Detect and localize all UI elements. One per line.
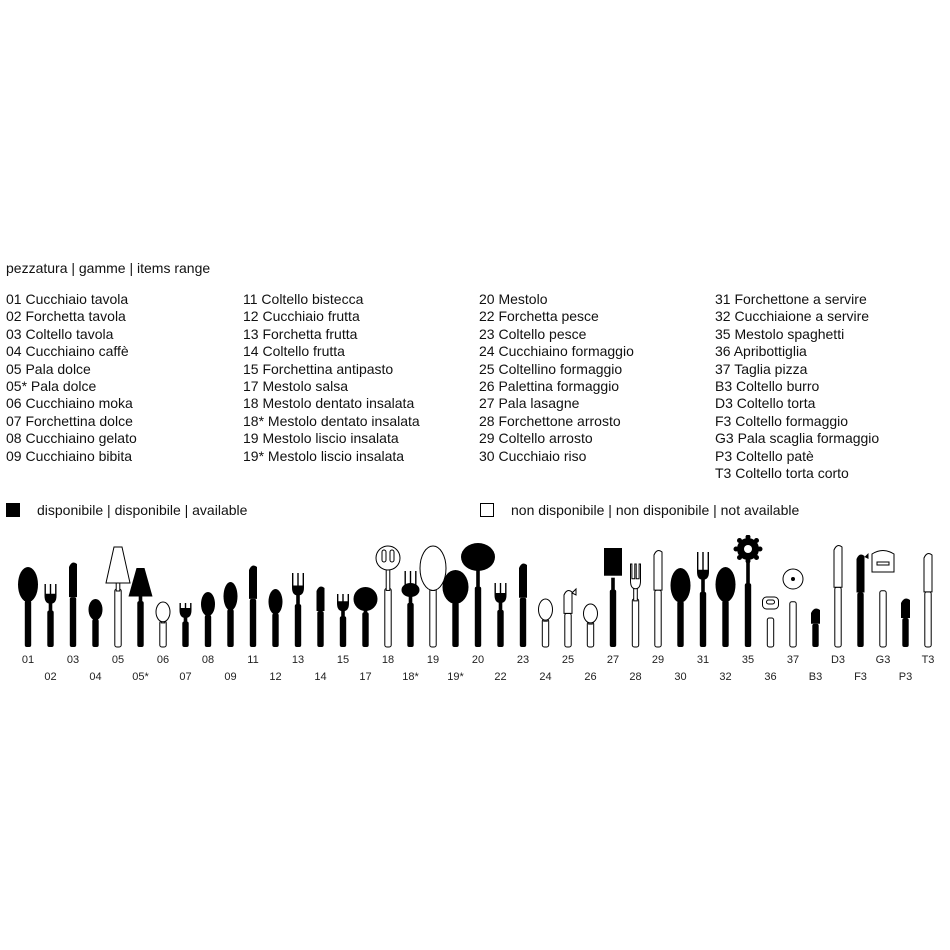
item-code-label: 32 xyxy=(719,671,732,683)
cutlery-item-18 xyxy=(376,546,400,666)
item-entry: 25 Coltellino formaggio xyxy=(479,360,623,377)
cutlery-item-D3 xyxy=(831,546,845,666)
item-entry: 11 Coltello bistecca xyxy=(243,291,364,307)
item-code-label: 23 xyxy=(516,654,530,666)
cutlery-item-11 xyxy=(247,566,258,666)
items-column-2 xyxy=(243,291,420,465)
item-entry: 35 Mestolo spaghetti xyxy=(715,325,845,342)
item-entry: 24 Cucchiaino formaggio xyxy=(479,343,634,360)
cutlery-item-35 xyxy=(734,535,763,666)
item-code-label: 18 xyxy=(381,654,395,666)
cutlery-item-05-star xyxy=(129,568,153,683)
cutlery-item-P3 xyxy=(899,599,912,683)
item-entry: 26 Palettina formaggio xyxy=(479,378,620,395)
item-code-label: 20 xyxy=(471,654,485,666)
item-entry: 09 Cucchiaino bibita xyxy=(6,447,133,464)
item-code-label: 03 xyxy=(66,654,80,666)
legend-available-label: disponibile | disponibile | available xyxy=(37,502,248,518)
cutlery-item-07 xyxy=(179,603,191,683)
cutlery-item-F3 xyxy=(854,553,868,683)
cutlery-item-30 xyxy=(671,568,691,683)
item-code-label: 15 xyxy=(336,654,350,666)
cutlery-item-09 xyxy=(224,582,238,683)
item-code-label: 22 xyxy=(494,671,507,683)
item-entry: 29 Coltello arrosto xyxy=(479,430,593,447)
item-code-label: F3 xyxy=(854,671,867,683)
cutlery-item-29 xyxy=(652,551,664,666)
items-column-4 xyxy=(715,291,879,482)
cutlery-item-37 xyxy=(783,569,803,666)
item-entry: 19* Mestolo liscio insalata xyxy=(243,447,405,464)
item-entry: 23 Coltello pesce xyxy=(479,325,587,342)
item-code-label: G3 xyxy=(875,654,891,666)
cutlery-item-31 xyxy=(697,552,709,666)
cutlery-item-17 xyxy=(354,587,378,683)
item-code-label: 35 xyxy=(741,654,755,666)
item-code-label: 26 xyxy=(584,671,597,683)
item-code-label: 19* xyxy=(447,671,464,683)
cutlery-item-24 xyxy=(539,599,553,683)
item-entry: 01 Cucchiaio tavola xyxy=(6,291,129,307)
item-entry: 20 Mestolo xyxy=(479,291,548,307)
item-entry: D3 Coltello torta xyxy=(715,395,816,412)
cutlery-item-14 xyxy=(314,587,326,683)
item-entry: 19 Mestolo liscio insalata xyxy=(243,430,399,447)
item-code-label: 02 xyxy=(44,671,57,683)
item-entry: 07 Forchettina dolce xyxy=(6,412,133,429)
item-entry: F3 Coltello formaggio xyxy=(715,412,849,429)
cutlery-item-27 xyxy=(604,548,622,666)
item-entry: B3 Coltello burro xyxy=(715,378,820,395)
item-code-label: 36 xyxy=(764,671,777,683)
cutlery-item-13 xyxy=(292,573,304,666)
item-code-label: 27 xyxy=(606,654,620,666)
item-code-label: 13 xyxy=(291,654,305,666)
cutlery-item-04 xyxy=(89,599,103,683)
item-entry: 32 Cucchiaione a servire xyxy=(715,308,870,325)
item-code-label: 24 xyxy=(539,671,552,683)
cutlery-item-18-star xyxy=(402,571,420,683)
cutlery-item-02 xyxy=(44,584,56,683)
cutlery-silhouettes xyxy=(0,535,950,695)
item-code-label: 14 xyxy=(314,671,327,683)
item-code-label: 12 xyxy=(269,671,282,683)
cutlery-item-15 xyxy=(337,594,349,666)
cutlery-item-12 xyxy=(269,589,283,683)
cutlery-item-32 xyxy=(716,567,736,683)
items-range-heading: pezzatura | gamme | items range xyxy=(6,260,211,276)
item-code-label: 29 xyxy=(651,654,665,666)
item-entry: 03 Coltello tavola xyxy=(6,325,114,342)
cutlery-item-25 xyxy=(562,589,576,666)
cutlery-item-23 xyxy=(517,564,529,666)
item-entry: 06 Cucchiaino moka xyxy=(6,395,133,412)
cutlery-item-B3 xyxy=(809,609,822,683)
item-code-label: B3 xyxy=(808,671,823,683)
item-code-label: 37 xyxy=(786,654,800,666)
item-entry: 30 Cucchiaio riso xyxy=(479,447,587,464)
item-code-label: 08 xyxy=(201,654,215,666)
item-entry: 18* Mestolo dentato insalata xyxy=(243,412,420,429)
item-entry: 05 Pala dolce xyxy=(6,360,91,377)
cutlery-item-22 xyxy=(494,583,506,683)
item-entry: 14 Coltello frutta xyxy=(243,343,345,360)
item-entry: 04 Cucchiaino caffè xyxy=(6,343,129,360)
cutlery-item-19-star xyxy=(443,570,469,683)
item-entry: 22 Forchetta pesce xyxy=(479,308,599,325)
item-code-label: 01 xyxy=(21,654,35,666)
item-entry: 28 Forchettone arrosto xyxy=(479,412,621,429)
cutlery-item-19 xyxy=(420,546,446,666)
item-entry: 15 Forchettina antipasto xyxy=(243,360,394,377)
item-entry: G3 Pala scaglia formaggio xyxy=(715,430,880,447)
item-entry: P3 Coltello patè xyxy=(715,447,814,464)
cutlery-item-T3 xyxy=(922,554,935,666)
item-entry: 17 Mestolo salsa xyxy=(243,378,349,395)
item-entry: 18 Mestolo dentato insalata xyxy=(243,395,415,412)
item-entry: 02 Forchetta tavola xyxy=(6,308,126,325)
item-code-label: 09 xyxy=(224,671,237,683)
item-code-label: 30 xyxy=(674,671,687,683)
item-code-label: 05 xyxy=(111,654,125,666)
item-code-label: T3 xyxy=(921,654,935,666)
item-entry: 31 Forchettone a servire xyxy=(715,291,867,307)
item-code-label: D3 xyxy=(830,654,846,666)
item-entry: 05* Pala dolce xyxy=(6,378,97,395)
item-code-label: 31 xyxy=(696,654,710,666)
item-code-label: 25 xyxy=(561,654,575,666)
cutlery-item-06 xyxy=(156,602,170,666)
cutlery-item-28 xyxy=(629,564,641,683)
cutlery-item-01 xyxy=(18,567,38,666)
item-code-label: 17 xyxy=(359,671,372,683)
item-code-label: P3 xyxy=(898,671,913,683)
item-entry: T3 Coltello torta corto xyxy=(715,465,849,482)
item-entry: 12 Cucchiaio frutta xyxy=(243,308,360,325)
item-entry: 13 Forchetta frutta xyxy=(243,325,358,342)
item-entry: 08 Cucchiaino gelato xyxy=(6,430,137,447)
items-column-1 xyxy=(6,291,137,465)
item-code-label: 11 xyxy=(247,654,259,666)
item-code-label: 05* xyxy=(132,671,149,683)
legend-not-available xyxy=(480,502,799,518)
cutlery-item-36 xyxy=(763,597,779,683)
legend-available xyxy=(6,502,247,518)
cutlery-item-26 xyxy=(584,604,598,683)
item-entry: 27 Pala lasagne xyxy=(479,395,580,412)
cutlery-item-05 xyxy=(106,547,130,666)
cutlery-item-03 xyxy=(67,563,79,666)
cutlery-item-08 xyxy=(201,592,215,666)
legend-not-available-label: non disponibile | non disponibile | not available xyxy=(511,502,800,518)
item-entry: 36 Apribottiglia xyxy=(715,343,807,360)
item-code-label: 06 xyxy=(156,654,170,666)
filled-square-icon xyxy=(6,503,20,517)
item-code-label: 19 xyxy=(426,654,440,666)
cutlery-item-G3 xyxy=(872,551,894,667)
empty-square-icon xyxy=(480,503,494,517)
item-code-label: 28 xyxy=(629,671,642,683)
item-entry: 37 Taglia pizza xyxy=(715,360,808,377)
item-code-label: 07 xyxy=(179,671,192,683)
item-code-label: 04 xyxy=(89,671,102,683)
item-code-label: 18* xyxy=(402,671,419,683)
cutlery-item-20 xyxy=(461,543,495,666)
items-column-3 xyxy=(479,291,634,465)
